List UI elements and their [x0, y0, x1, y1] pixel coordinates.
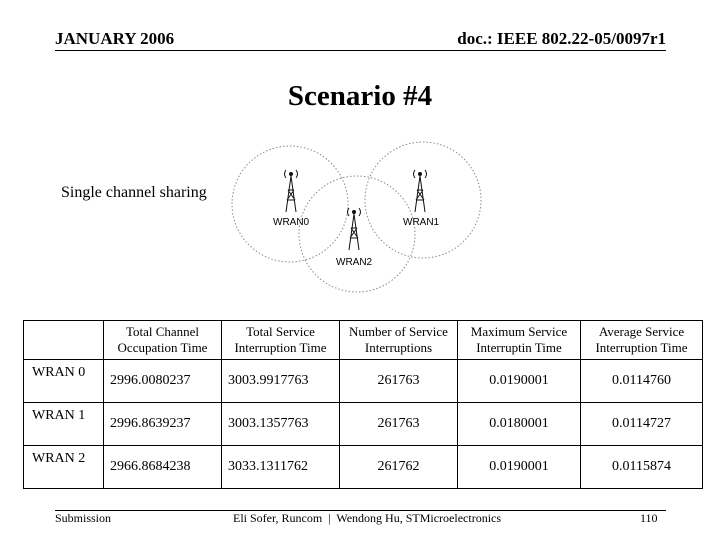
footer-submission: Submission	[55, 511, 112, 525]
row-label: WRAN 1	[24, 403, 104, 446]
column-header: Maximum Service Interruptin Time	[458, 321, 581, 360]
header-doc-id: doc.: IEEE 802.22-05/0097r1	[457, 29, 666, 48]
table-cell: 3033.1311762	[222, 446, 340, 489]
node-label-wran1: WRAN1	[403, 217, 440, 228]
coverage-circle-wran0	[232, 146, 348, 262]
column-header	[24, 321, 104, 360]
row-label: WRAN 2	[24, 446, 104, 489]
column-header: Total Service Interruption Time	[222, 321, 340, 360]
table-cell: 0.0115874	[581, 446, 703, 489]
table-row	[24, 360, 703, 403]
footer-authors: Eli Sofer, Runcom | Wendong Hu, STMicroelectronics	[233, 511, 502, 525]
table-cell: 2996.8639237	[104, 403, 222, 446]
table-cell: 0.0190001	[458, 446, 581, 489]
row-label: WRAN 0	[24, 360, 104, 403]
slide-title: Scenario #4	[287, 80, 433, 112]
slide-subtitle: Single channel sharing	[61, 184, 207, 201]
table-cell: 0.0180001	[458, 403, 581, 446]
table-cell: 3003.9917763	[222, 360, 340, 403]
tower-icon	[348, 208, 361, 250]
table-cell: 2996.0080237	[104, 360, 222, 403]
results-table	[23, 320, 703, 489]
table-header-row	[24, 321, 703, 360]
table-cell: 3003.1357763	[222, 403, 340, 446]
node-label-wran0: WRAN0	[273, 217, 310, 228]
column-header: Total Channel Occupation Time	[104, 321, 222, 360]
header-date: JANUARY 2006	[55, 29, 175, 48]
tower-icon	[285, 170, 298, 212]
page-number: 110	[640, 511, 658, 525]
column-header: Average Service Interruption Time	[581, 321, 703, 360]
table-cell: 261763	[340, 360, 458, 403]
table-cell: 261762	[340, 446, 458, 489]
table-cell: 0.0114760	[581, 360, 703, 403]
table-cell: 0.0114727	[581, 403, 703, 446]
table-cell: 2966.8684238	[104, 446, 222, 489]
column-header: Number of Service Interruptions	[340, 321, 458, 360]
table-row	[24, 403, 703, 446]
header-rule	[55, 50, 666, 51]
table-cell: 261763	[340, 403, 458, 446]
coverage-diagram	[225, 136, 485, 298]
node-label-wran2: WRAN2	[336, 257, 373, 268]
table-row	[24, 446, 703, 489]
tower-icon	[414, 170, 427, 212]
table-cell: 0.0190001	[458, 360, 581, 403]
